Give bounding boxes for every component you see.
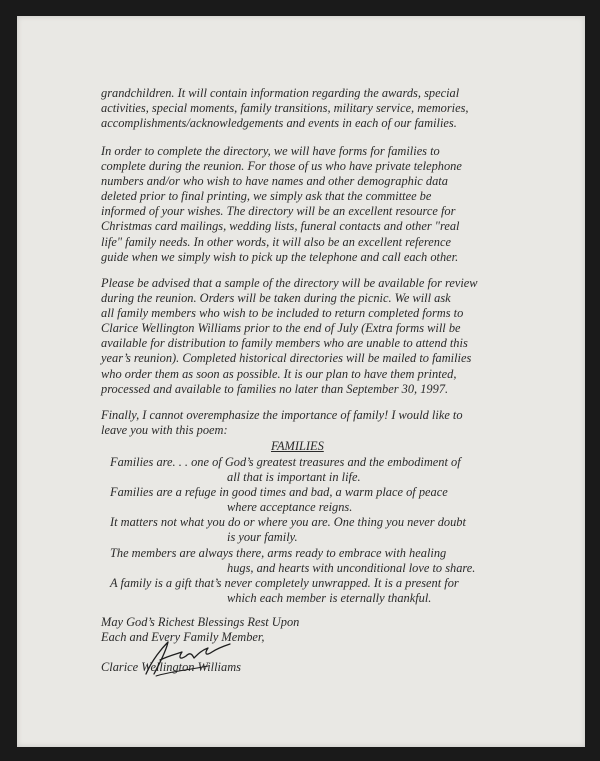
paragraph-directory-forms — [101, 144, 521, 265]
poem-title: FAMILIES — [271, 439, 324, 453]
text-line: life" family needs. In other words, it will also be an excellent reference — [101, 234, 451, 249]
poem-line: A family is a gift that’s never completely unwrapped. It is a present for — [110, 575, 459, 590]
text-line: Finally, I cannot overemphasize the importance of family! I would like to — [101, 408, 463, 422]
text-line: Each and Every Family Member, — [101, 630, 265, 645]
text-line: Christmas card mailings, wedding lists, funeral contacts and other "real — [101, 219, 460, 234]
text-line: available for distribution to family members who are unable to attend this — [101, 336, 468, 351]
text-line: May God’s Richest Blessings Rest Upon — [101, 615, 300, 629]
poem-line-continued: is your family. — [227, 530, 298, 545]
text-line: processed and available to families no later than September 30, 1997. — [101, 381, 449, 396]
text-line: activities, special moments, family transitions, military service, memories, — [101, 101, 469, 116]
paragraph-sample-orders — [101, 276, 521, 397]
text-line: all family members who wish to be included to return completed forms to — [101, 306, 464, 321]
text-line: grandchildren. It will contain information regarding the awards, special — [101, 86, 460, 100]
text-line: Clarice Wellington Williams prior to the end of July (Extra forms will be — [101, 321, 461, 336]
text-line: numbers and/or who wish to have names and other demographic data — [101, 174, 448, 189]
poem-line-continued: hugs, and hearts with unconditional love to share. — [227, 560, 476, 575]
text-line: year’s reunion). Completed historical directories will be mailed to families — [101, 351, 472, 366]
text-line: accomplishments/acknowledgements and events in each of our families. — [101, 116, 457, 131]
text-line: who order them as soon as possible. It is our plan to have them printed, — [101, 366, 457, 381]
paragraph-intro — [101, 86, 521, 131]
poem-line-continued: where acceptance reigns. — [227, 500, 353, 515]
handwritten-signature — [138, 630, 238, 680]
poem-line: Families are. . . one of God’s greatest treasures and the embodiment of — [110, 455, 461, 469]
text-line: informed of your wishes. The directory will be an excellent resource for — [101, 204, 456, 219]
poem-line: Families are a refuge in good times and bad, a warm place of peace — [110, 485, 448, 500]
text-line: complete during the reunion. For those of us who have private telephone — [101, 159, 462, 174]
poem-line: It matters not what you do or where you are. One thing you never doubt — [110, 515, 466, 530]
poem-line-continued: all that is important in life. — [227, 470, 361, 485]
text-line: deleted prior to final printing, we simply ask that the committee be — [101, 189, 432, 204]
poem-line-continued: which each member is eternally thankful. — [227, 590, 432, 605]
text-line: leave you with this poem: — [101, 423, 228, 438]
paragraph-finally — [101, 408, 521, 438]
poem — [110, 455, 475, 606]
text-line: guide when we simply wish to pick up the telephone and call each other. — [101, 249, 459, 264]
text-line: Please be advised that a sample of the directory will be available for review — [101, 276, 478, 290]
poem-line: The members are always there, arms ready to embrace with healing — [110, 545, 447, 560]
text-line: during the reunion. Orders will be taken during the picnic. We will ask — [101, 291, 451, 306]
signer-name: Clarice Wellington Williams — [101, 660, 241, 674]
text-line: In order to complete the directory, we will have forms for families to — [101, 144, 440, 158]
